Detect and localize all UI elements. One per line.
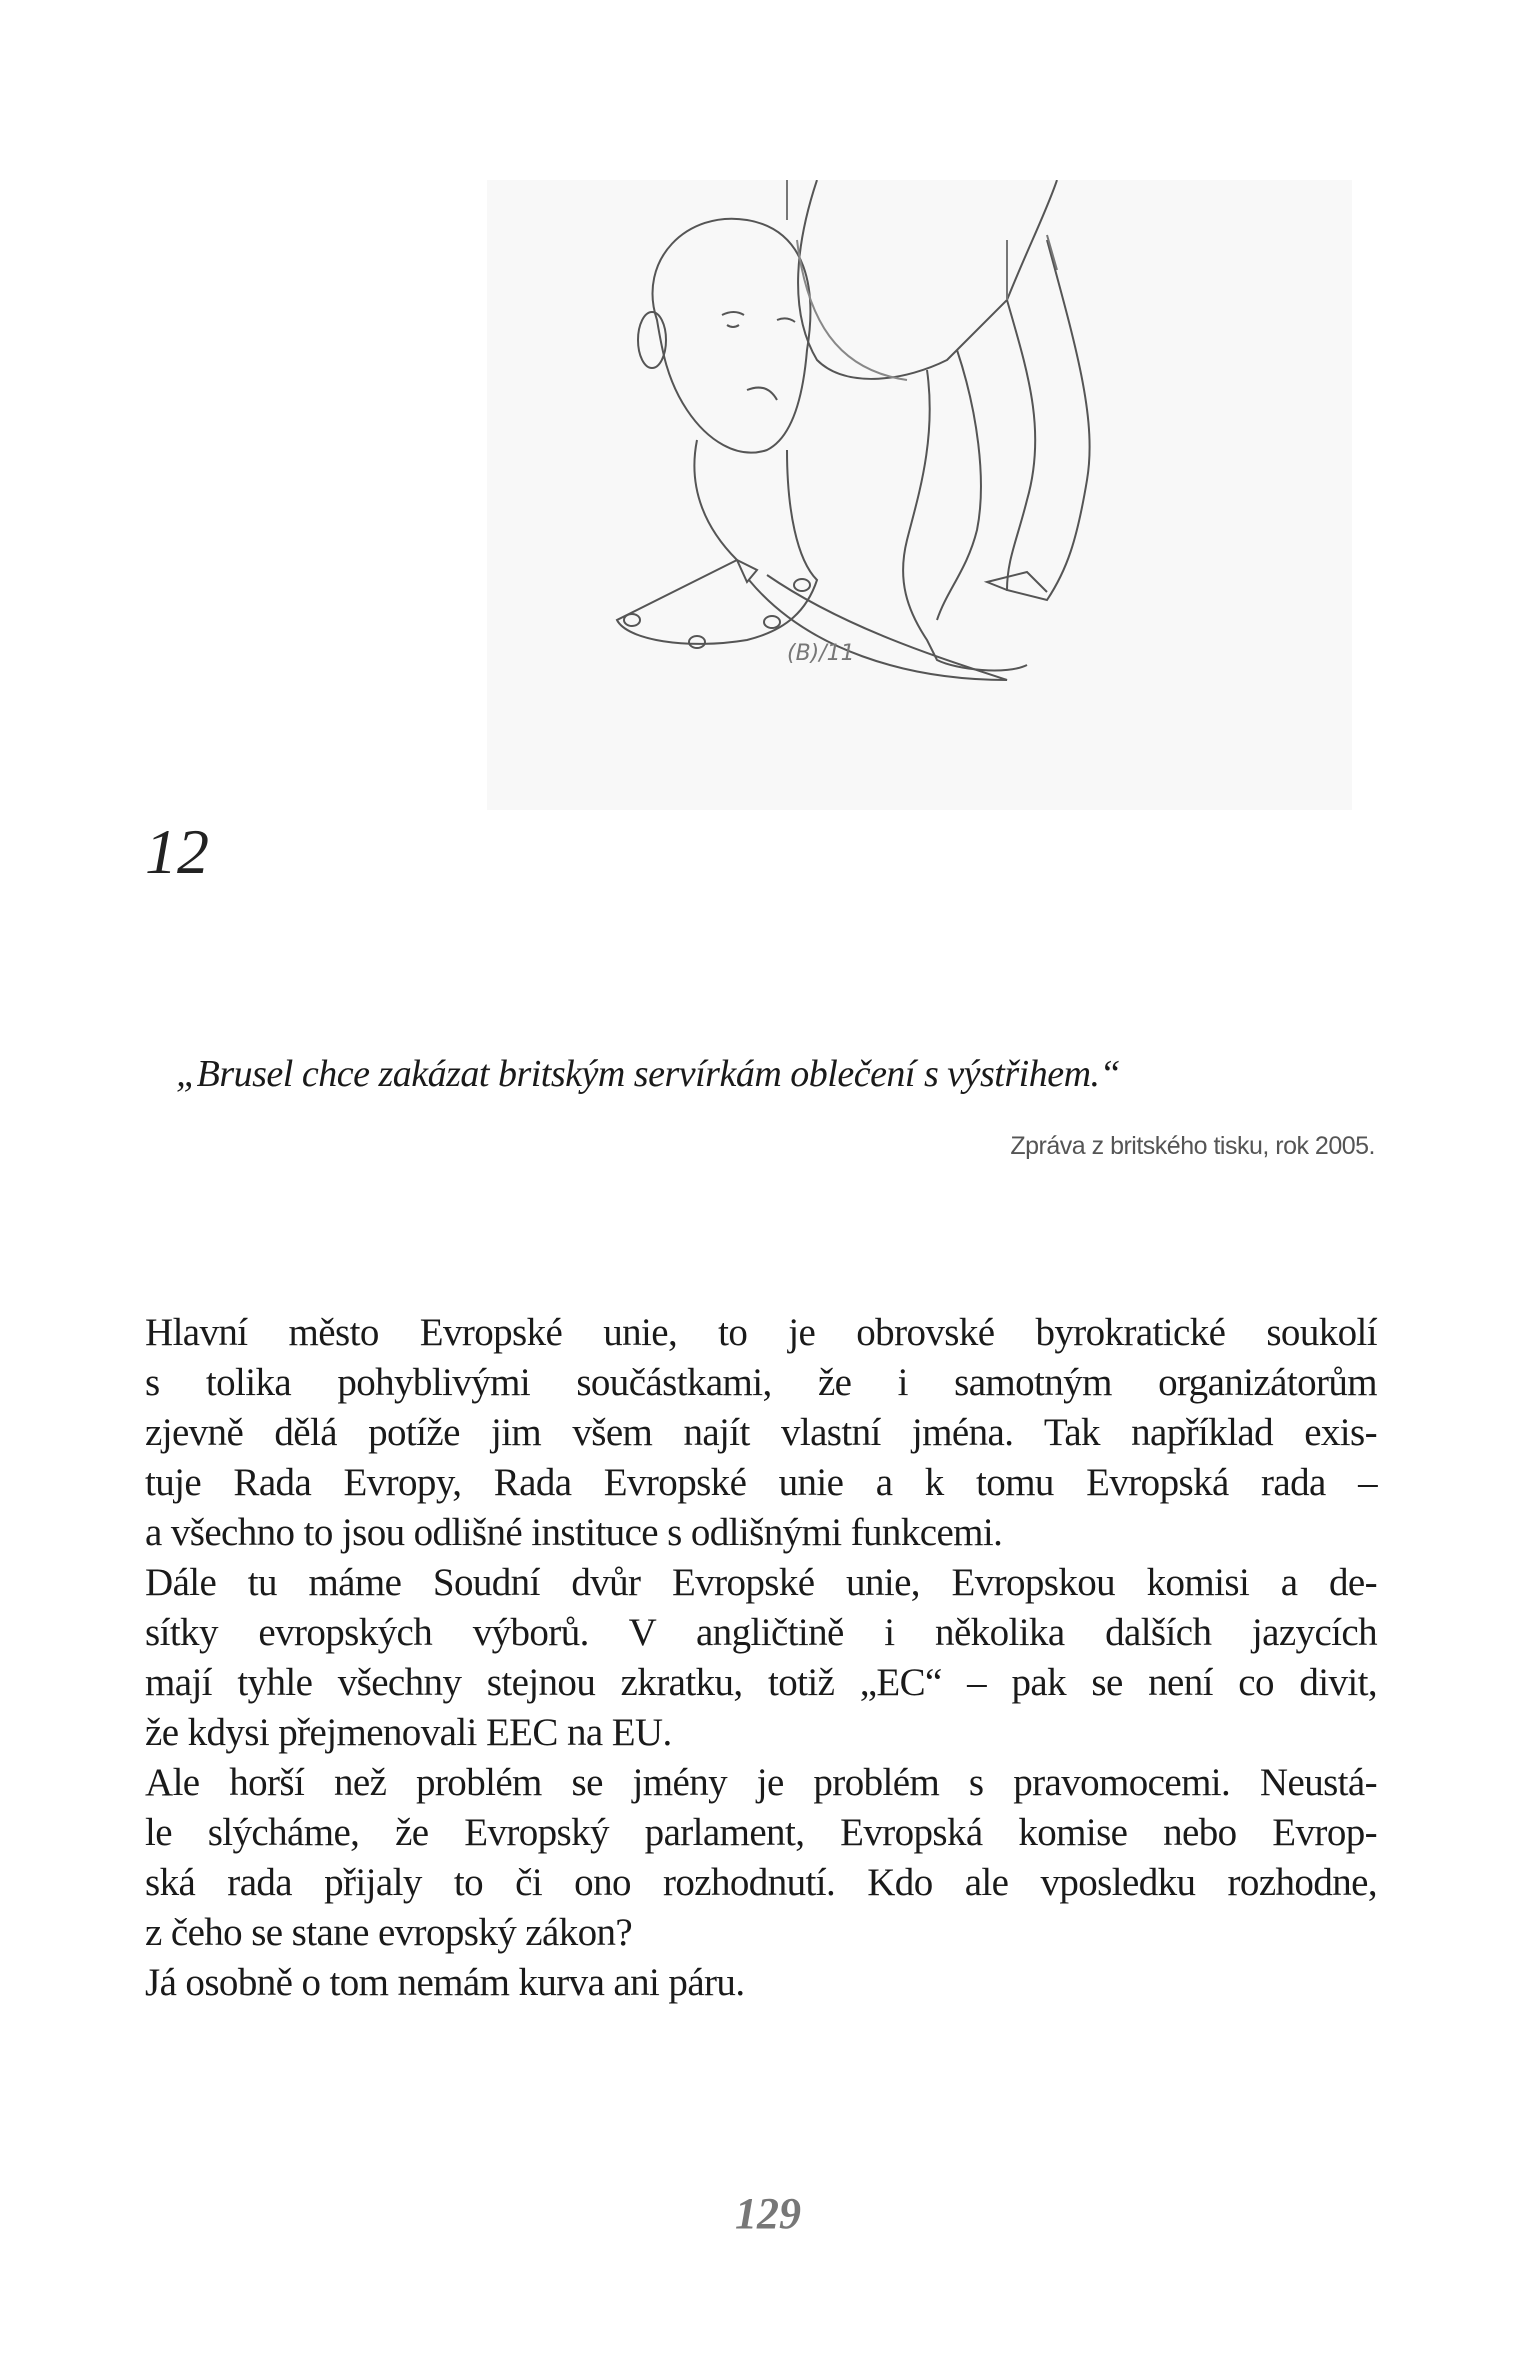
epigraph-quote: „Brusel chce zakázat britským servírkám oblečení s výstřihem.“ xyxy=(176,1053,1121,1095)
body-text xyxy=(145,1308,1377,2008)
body-line: že kdysi přejmenovali EEC na EU. xyxy=(145,1711,672,1754)
body-line: s tolika pohyblivými součástkami, že i samotným organizátorům xyxy=(145,1361,1377,1404)
body-line: sítky evropských výborů. V angličtině i několika dalších jazycích xyxy=(145,1611,1377,1654)
epigraph-source: Zpráva z britského tisku, rok 2005. xyxy=(1010,1132,1375,1160)
body-line: tuje Rada Evropy, Rada Evropské unie a k tomu Evropská rada – xyxy=(145,1461,1377,1504)
body-line: a všechno to jsou odlišné instituce s odlišnými funkcemi. xyxy=(145,1511,1003,1554)
body-line: z čeho se stane evropský zákon? xyxy=(145,1911,633,1954)
body-line: Ale horší než problém se jmény je problém s pravomocemi. Neustá- xyxy=(145,1761,1377,1804)
cartoon-sketch xyxy=(487,180,1352,810)
body-line: Já osobně o tom nemám kurva ani páru. xyxy=(145,1961,745,2004)
body-line: mají tyhle všechny stejnou zkratku, totiž „EC“ – pak se není co divit, xyxy=(145,1661,1377,1704)
chapter-number: 12 xyxy=(145,816,209,887)
body-line: ská rada přijaly to či ono rozhodnutí. Kdo ale vposledku rozhodne, xyxy=(145,1861,1377,1904)
illustration-signature: (B)/11 xyxy=(787,641,855,666)
body-line: Hlavní město Evropské unie, to je obrovské byrokratické soukolí xyxy=(145,1311,1377,1354)
body-line: Dále tu máme Soudní dvůr Evropské unie, Evropskou komisi a de- xyxy=(145,1561,1377,1604)
cartoon-illustration xyxy=(487,180,1352,810)
body-line: zjevně dělá potíže jim všem najít vlastní jména. Tak například exis- xyxy=(145,1411,1377,1454)
page-number: 129 xyxy=(735,2189,801,2238)
body-line: le slýcháme, že Evropský parlament, Evropská komise nebo Evrop- xyxy=(145,1811,1377,1854)
